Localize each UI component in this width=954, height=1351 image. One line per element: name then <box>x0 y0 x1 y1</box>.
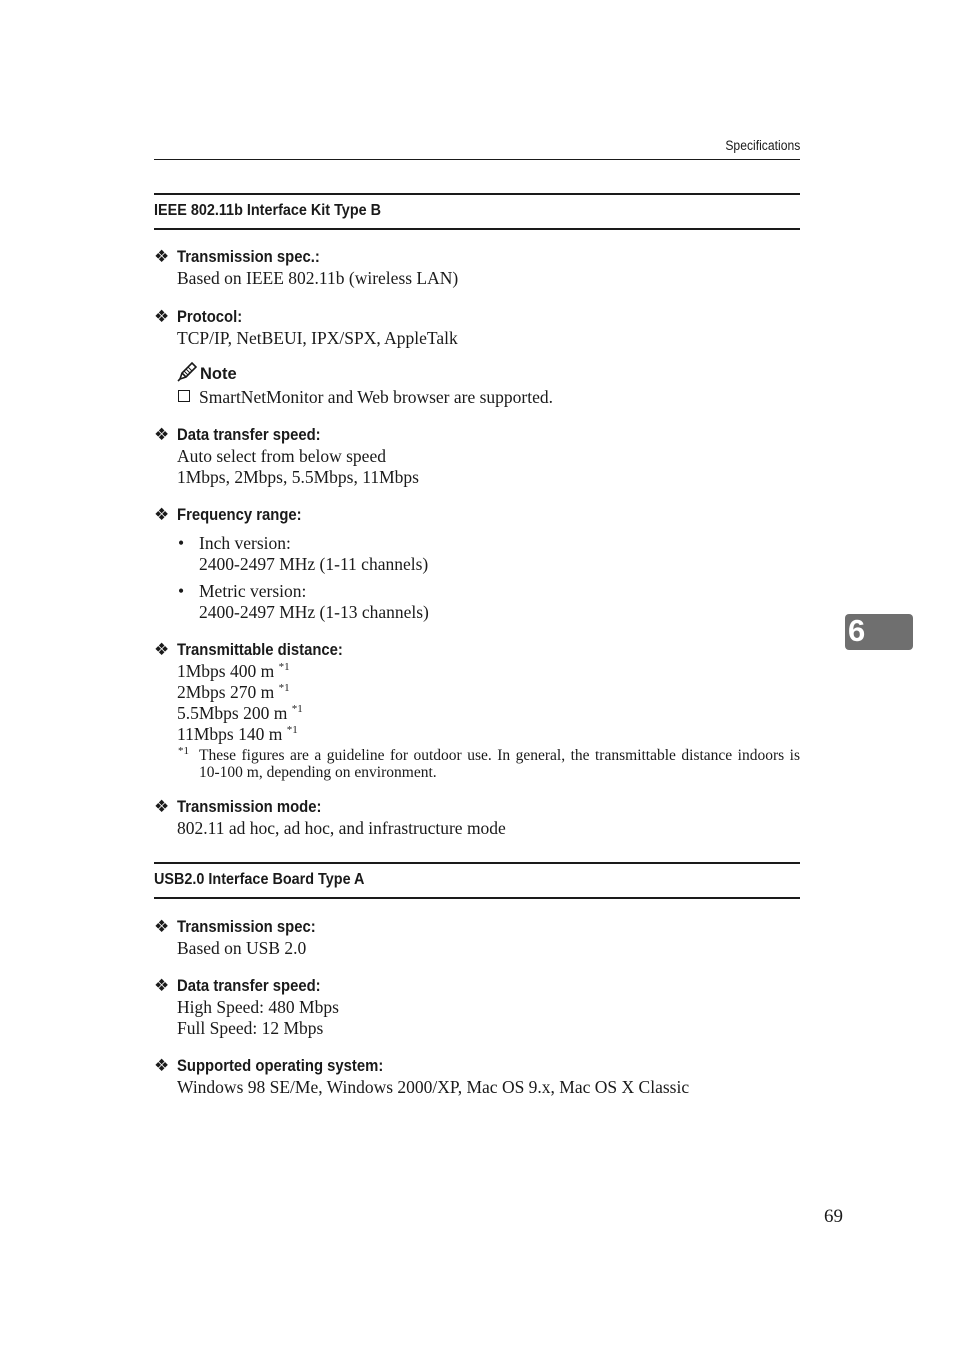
footnote-mark: *1 <box>178 745 189 757</box>
distance-line: 2Mbps 270 m $^{*1}$ <box>177 682 290 702</box>
item-value: Based on USB 2.0 <box>177 938 307 958</box>
distance-line: 11Mbps 140 m $^{*1}$ <box>177 724 298 744</box>
item-value: 1Mbps, 2Mbps, 5.5Mbps, 11Mbps <box>177 467 419 487</box>
bullet-detail: 2400-2497 MHz (1-13 channels) <box>199 602 429 622</box>
footnote-text: These figures are a guideline for outdoor use. In general, the transmittable distance indoors is 10-100 m, depending on environment. <box>199 747 800 781</box>
diamond-bullet-icon: ❖ <box>154 307 170 327</box>
diamond-bullet-icon: ❖ <box>154 917 170 937</box>
note-text: SmartNetMonitor and Web browser are supported. <box>199 387 554 407</box>
running-header: Specifications <box>725 138 800 153</box>
section-title: USB2.0 Interface Board Type A <box>154 871 365 888</box>
footnote-ref: *1 <box>278 661 290 673</box>
item-value: TCP/IP, NetBEUI, IPX/SPX, AppleTalk <box>177 328 458 348</box>
diamond-bullet-icon: ❖ <box>154 247 170 267</box>
section-title: IEEE 802.11b Interface Kit Type B <box>154 202 382 219</box>
item-value: Auto select from below speed <box>177 446 386 466</box>
footnote-ref: *1 <box>291 703 303 715</box>
bullet-dot-icon: • <box>178 533 185 553</box>
distance-line: 5.5Mbps 200 m $^{*1}$ <box>177 703 303 723</box>
footnote-ref: *1 <box>278 682 290 694</box>
diamond-bullet-icon: ❖ <box>154 425 170 445</box>
chapter-tab-number: 6 <box>848 613 866 648</box>
diamond-bullet-icon: ❖ <box>154 1056 170 1076</box>
bullet-title: Metric version: <box>199 581 307 601</box>
distance-line: 1Mbps 400 m $^{*1}$ <box>177 661 290 681</box>
bullet-detail: 2400-2497 MHz (1-11 channels) <box>199 554 429 574</box>
diamond-bullet-icon: ❖ <box>154 976 170 996</box>
item-value: 802.11 ad hoc, ad hoc, and infrastructure mode <box>177 818 506 838</box>
item-value: High Speed: 480 Mbps <box>177 997 339 1017</box>
bullet-dot-icon: • <box>178 581 185 601</box>
header-rule <box>154 159 800 160</box>
note-label: Note <box>200 365 237 383</box>
bullet-title: Inch version: <box>199 533 291 553</box>
pencil-note-icon <box>177 362 197 382</box>
section-heading-ieee <box>154 193 800 230</box>
page-number: 69 <box>824 1206 843 1227</box>
footnote-ref: *1 <box>286 724 298 736</box>
item-value: Based on IEEE 802.11b (wireless LAN) <box>177 268 459 288</box>
item-value: Windows 98 SE/Me, Windows 2000/XP, Mac OS 9.x, Mac OS X Classic <box>177 1077 690 1097</box>
checkbox-bullet-icon <box>178 390 190 402</box>
item-value: Full Speed: 12 Mbps <box>177 1018 324 1038</box>
diamond-bullet-icon: ❖ <box>154 640 170 660</box>
section-heading-usb <box>154 862 800 899</box>
diamond-bullet-icon: ❖ <box>154 797 170 817</box>
diamond-bullet-icon: ❖ <box>154 505 170 525</box>
